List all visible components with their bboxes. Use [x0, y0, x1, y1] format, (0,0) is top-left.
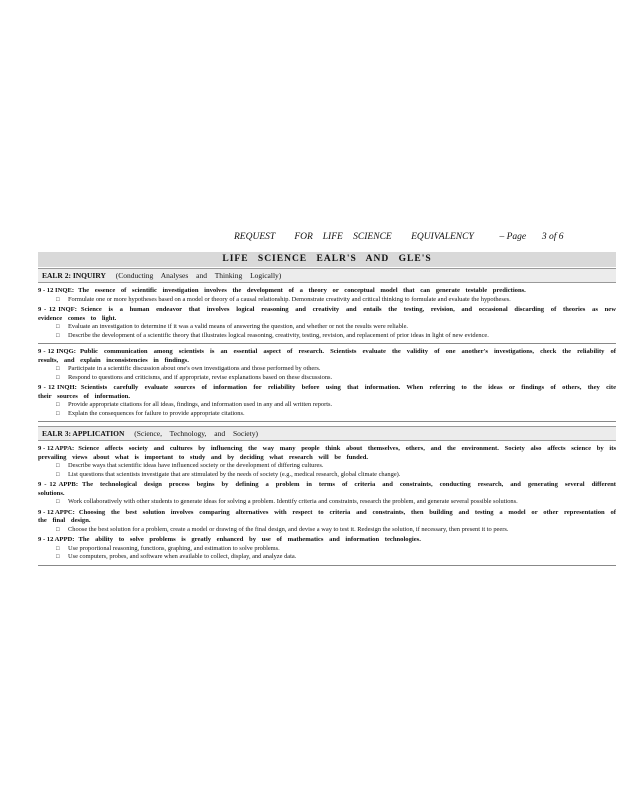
list-item: □ Work collaboratively with other students to generate ideas for solving a problem. Identify criteria and constraints, research the problem, and generate several possible solutions.: [56, 498, 616, 506]
section-application: [38, 441, 616, 566]
list-item: □ Explain the consequences for failure to provide appropriate citations.: [56, 410, 616, 418]
list-item: □ Choose the best solution for a problem, create a model or drawing of the final design, and devise a way to test it. Redesign the solution, if necessary, then present it to peers.: [56, 526, 616, 534]
header-page-label: – Page: [499, 232, 527, 242]
section-inquiry: [38, 283, 616, 344]
list-item: □ Describe the development of a scientific theory that illustrates logical reasoning, creativity, testing, revision, and replacement of prior ideas in light of new evidence.: [56, 332, 616, 340]
gle-item: 9 - 12 APPB: The technological design process begins by defining a problem in terms of criteria and constraints, conducting research, and generating several different solutions.: [38, 481, 616, 497]
header-subject: LIFE SCIENCE: [322, 232, 392, 242]
ealr-heading-application: [38, 426, 616, 441]
ealr-subtitle: (Conducting Analyses and Thinking Logically): [115, 271, 282, 280]
list-item: □ Evaluate an investigation to determine if it was a valid means of answering the question, and whether or not the results were reliable.: [56, 323, 616, 331]
list-item: □ Participate in a scientific discussion about one's own investigations and those performed by others.: [56, 365, 616, 373]
list-item: □ List questions that scientists investigate that are stimulated by the needs of society (e.g., medical research, global climate change).: [56, 471, 616, 479]
ealr-subtitle: (Science, Technology, and Society): [134, 429, 258, 438]
header-page-num: 3 of 6: [541, 232, 564, 242]
ealr-heading-inquiry: [38, 268, 616, 283]
header-request: REQUEST: [234, 232, 276, 242]
list-item: □ Use proportional reasoning, functions, graphing, and estimation to solve problems.: [56, 545, 616, 553]
page-header: [234, 232, 564, 242]
gle-item: 9 - 12 APPD: The ability to solve problems is greatly enhanced by use of mathematics and information technologies.: [38, 536, 421, 544]
header-equivalency: EQUIVALENCY: [411, 232, 474, 242]
gle-item: 9 - 12 APPC: Choosing the best solution involves comparing alternatives with respect to criteria and constraints, then building and testing a model or other representation of the final design.: [38, 508, 616, 525]
ealr-label: EALR 2: INQUIRY: [42, 271, 106, 280]
header-for: FOR: [294, 232, 313, 242]
table-title: LIFE SCIENCE EALR'S AND GLE'S: [38, 252, 616, 267]
ealr-label: EALR 3: APPLICATION: [42, 429, 125, 438]
list-item: □ Provide appropriate citations for all ideas, findings, and information used in any and all written reports.: [56, 401, 616, 409]
gle-item: 9 - 12 INQE: The essence of scientific investigation involves the development of a theory or conceptual model that can generate testable predictions.: [38, 287, 526, 294]
section-inquiry-cont: [38, 344, 616, 422]
gle-item: 9 - 12 INQH: Scientists carefully evaluate sources of information for reliability before using that information. When referring to the ideas or findings of others, they cite their sources of information.: [38, 384, 616, 400]
list-item: □ Use computers, probes, and software when available to collect, display, and analyze data.: [56, 553, 616, 561]
document-table: [38, 252, 616, 566]
list-item: □ Formulate one or more hypotheses based on a model or theory of a causal relationship. Demonstrate creativity and critical thinking to formulate and evaluate the hypotheses.: [56, 296, 616, 304]
list-item: □ Describe ways that scientific ideas have influenced society or the development of differing cultures.: [56, 462, 616, 470]
gle-item: 9 - 12 APPA: Science affects society and cultures by influencing the way many people think about themselves, others, and the environment. Society also affects science by its prevailing views about what is important to study and by deciding what research will be funded.: [38, 445, 617, 461]
list-item: □ Respond to questions and criticisms, and if appropriate, revise explanations based on these discussions.: [56, 374, 616, 382]
gle-item: 9 - 12 INQG: Public communication among scientists is an essential aspect of research. Scientists evaluate the validity of one another's investigations, check the reliability of results, and explain inconsistencies in findings.: [38, 348, 616, 364]
gle-item: 9 - 12 INQF: Science is a human endeavor that involves logical reasoning and creativity and entails the testing, revision, and occasional discarding of theories as new evidence comes to light.: [38, 306, 616, 322]
